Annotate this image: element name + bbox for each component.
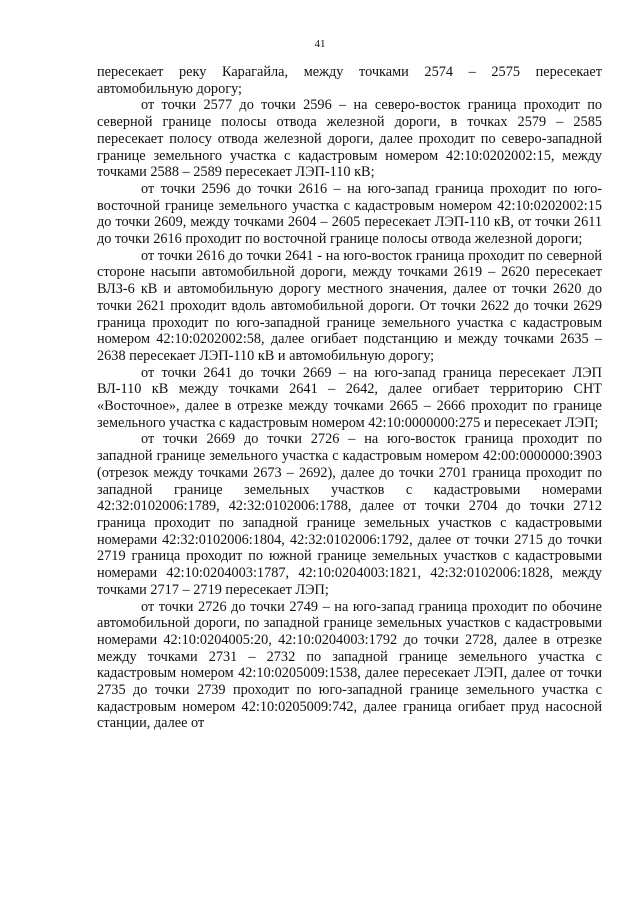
page-number: 41	[314, 38, 326, 50]
paragraph: от точки 2726 до точки 2749 – на юго-запад граница проходит по обочине автомобильной дороги, по западной границе земельных участков с кадастровыми номерами 42:10:0204005:20, 42:10:0204003:1792 до точки 2728, далее в отрезке между точками 2731 – 2732 по западной границе земельного участка с кадастровым номером 42:10:0205009:1538, далее пересекает ЛЭП, далее от точки 2735 до точки 2739 проходит по юго-западной границе земельного участка с кадастровым номером 42:10:0205009:742, далее граница огибает пруд насосной станции, далее от	[97, 598, 602, 732]
paragraph: от точки 2616 до точки 2641 - на юго-восток граница проходит по северной стороне насыпи автомобильной дороги, между точками 2619 – 2620 пересекает ВЛЗ-6 кВ и автомобильную дорогу местного значения, далее от точки 2620 до точки 2621 проходит вдоль автомобильной дороги. От точки 2622 до точки 2629 граница проходит по юго-западной границе земельного участка с кадастровым номером 42:10:0202002:58, далее огибает подстанцию и между точками 2635 – 2638 пересекает ЛЭП-110 кВ и автомобильную дорогу;	[97, 247, 602, 364]
paragraph: от точки 2669 до точки 2726 – на юго-восток граница проходит по западной границе земельного участка с кадастровым номером 42:00:0000000:3903 (отрезок между точками 2673 – 2692), далее до точки 2701 граница проходит по западной границе земельных участков с кадастровыми номерами 42:32:0102006:1789, 42:32:0102006:1788, далее от точки 2704 до точки 2712 граница проходит по западной границе земельных участков с кадастровыми номерами 42:32:0102006:1804, 42:32:0102006:1792, далее от точки 2715 до точки 2719 граница проходит по южной границе земельных участков с кадастровыми номерами 42:10:0204003:1787, 42:10:0204003:1821, 42:32:0102006:1828, между точками 2717 – 2719 пересекает ЛЭП;	[97, 431, 602, 598]
paragraph: от точки 2596 до точки 2616 – на юго-запад граница проходит по юго-восточной границе земельного участка с кадастровым номером 42:10:0202002:15 до точки 2609, между точками 2604 – 2605 пересекает ЛЭП-110 кВ, от точки 2611 до точки 2616 проходит по восточной границе полосы отвода железной дороги;	[97, 180, 602, 248]
paragraph: от точки 2641 до точки 2669 – на юго-запад граница пересекает ЛЭП ВЛ-110 кВ между точками 2641 – 2642, далее огибает территорию СНТ «Восточное», далее в отрезке между точками 2665 – 2666 проходит по границе земельного участка с кадастровым номером 42:10:0000000:275 и пересекает ЛЭП;	[97, 364, 602, 431]
paragraph: от точки 2577 до точки 2596 – на северо-восток граница проходит по северной границе полосы отвода железной дороги, в точках 2579 – 2585 пересекает полосу отвода железной дороги, далее проходит по северо-западной границе земельного участка с кадастровым номером 42:10:0202002:15, между точками 2588 – 2589 пересекает ЛЭП-110 кВ;	[97, 97, 602, 181]
paragraph: пересекает реку Карагайла, между точками 2574 – 2575 пересекает автомобильную дорогу;	[97, 64, 602, 97]
document-body	[97, 64, 602, 732]
